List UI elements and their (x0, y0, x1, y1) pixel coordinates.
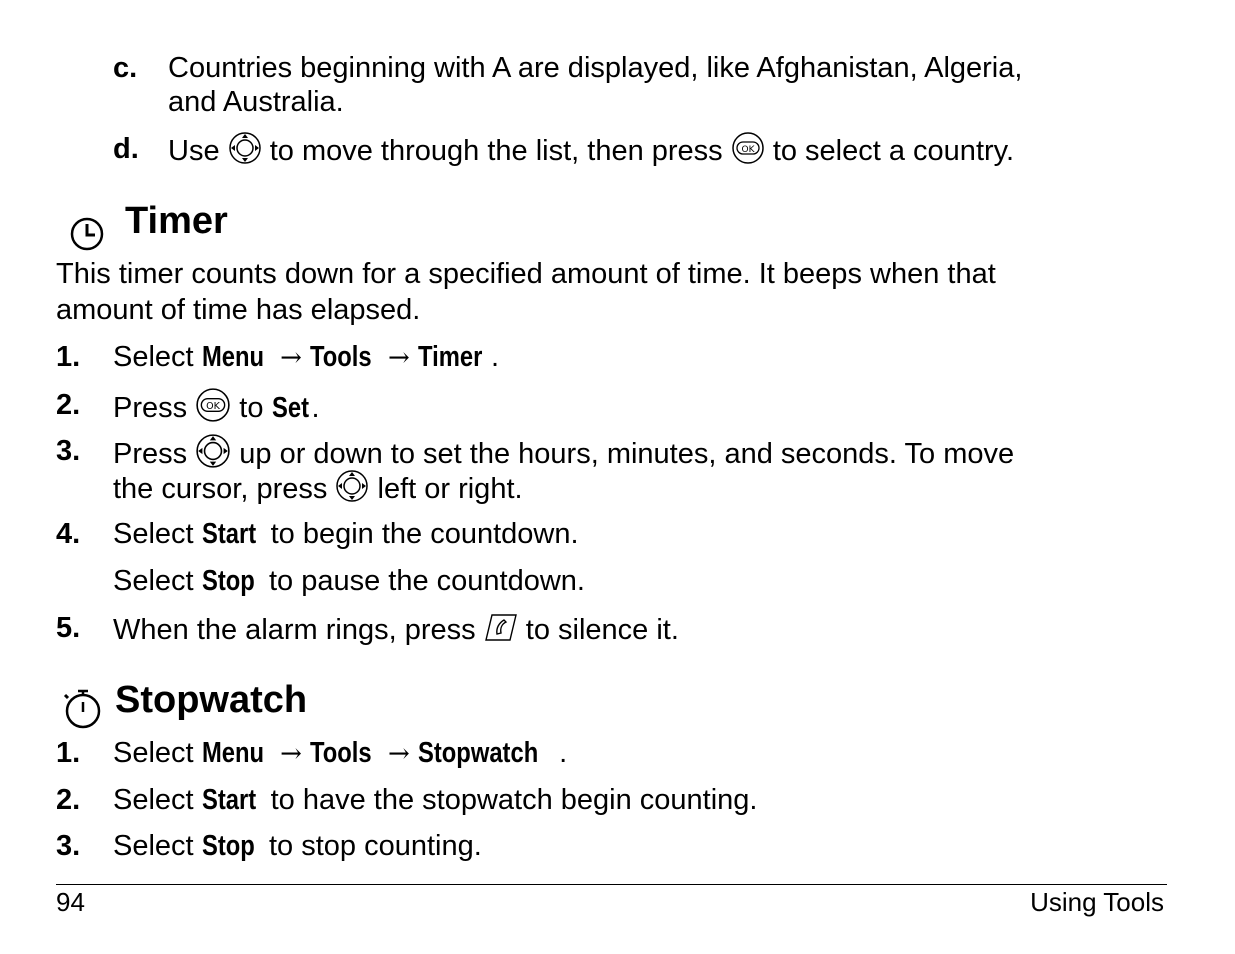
timer-icon (68, 215, 106, 258)
svg-text:OK: OK (206, 401, 221, 413)
timer-step-4 (113, 516, 579, 552)
menu-command: Menu (201, 737, 264, 769)
stopwatch-step-3-text-2: to stop counting. (268, 830, 482, 862)
step-label-c: c. (113, 52, 138, 84)
stopwatch-step-2-text-2: to have the stopwatch begin counting. (270, 784, 758, 816)
navigation-key-icon (335, 469, 369, 512)
timer-heading: Timer (125, 200, 228, 242)
stop-command: Stop (201, 565, 255, 597)
timer-step-4-text-2: to begin the countdown. (270, 518, 579, 550)
footer-divider (56, 884, 1167, 885)
timer-step-2-text: Press (113, 392, 188, 425)
timer-step-4-sub-text: Select (113, 565, 194, 597)
start-command: Start (201, 784, 256, 816)
arrow: → (387, 739, 410, 769)
period: . (559, 737, 568, 769)
stopwatch-step-3-text: Select (113, 830, 194, 862)
stopwatch-step-3-number: 3. (56, 830, 81, 862)
stopwatch-step-1-number: 1. (56, 737, 81, 769)
timer-step-5-number: 5. (56, 612, 81, 644)
end-key-icon (484, 610, 518, 653)
timer-command: Timer (417, 341, 483, 373)
arrow: → (280, 343, 302, 373)
stopwatch-command: Stopwatch (417, 737, 538, 769)
timer-step-4-text: Select (113, 518, 194, 550)
tools-command: Tools (309, 341, 372, 373)
step-label-d: d. (113, 133, 139, 165)
stopwatch-step-2 (113, 782, 758, 818)
footer-section-title: Using Tools (1030, 887, 1164, 917)
timer-intro-line1: This timer counts down for a specified amount of time. It beeps when that (56, 258, 996, 290)
arrow: → (280, 739, 302, 769)
set-command: Set (271, 392, 309, 425)
step-d-text-2: to move through the list, then press (269, 135, 723, 168)
step-d-text-1: Use (168, 135, 220, 168)
stopwatch-icon (60, 686, 104, 735)
timer-step-5-text: When the alarm rings, press (113, 614, 476, 647)
timer-step-3-number: 3. (56, 435, 81, 467)
menu-command: Menu (201, 341, 264, 373)
ok-key-icon (195, 387, 231, 432)
timer-intro-line2: amount of time has elapsed. (56, 294, 421, 326)
timer-step-4-sub-text-2: to pause the countdown. (268, 565, 585, 597)
timer-step-3-text: Press (113, 438, 188, 471)
timer-step-2-to: to (239, 392, 264, 425)
timer-step-4-number: 4. (56, 518, 81, 550)
navigation-key-icon (228, 131, 262, 174)
step-d-text (168, 131, 1014, 174)
timer-step-3-text-3: the cursor, press (113, 473, 328, 506)
stopwatch-step-1-text: Select (113, 737, 194, 769)
timer-step-1-number: 1. (56, 341, 81, 373)
timer-step-3-line2 (113, 469, 523, 512)
stopwatch-step-2-text: Select (113, 784, 194, 816)
svg-text:OK: OK (741, 145, 755, 155)
start-command: Start (201, 518, 256, 550)
step-c-line1: Countries beginning with A are displayed, like Afghanistan, Algeria, (168, 52, 1023, 84)
step-c-line2: and Australia. (168, 86, 344, 118)
stopwatch-step-3 (113, 828, 482, 864)
stop-command: Stop (201, 830, 255, 862)
timer-step-3-text-2: up or down to set the hours, minutes, and seconds. To move (239, 438, 1015, 471)
timer-step-1 (113, 339, 499, 376)
ok-key-icon (731, 131, 765, 174)
timer-step-5-text-2: to silence it. (525, 614, 679, 647)
period: . (311, 392, 320, 425)
stopwatch-heading: Stopwatch (115, 679, 308, 721)
stopwatch-step-1 (113, 735, 567, 772)
timer-step-2 (113, 387, 320, 432)
arrow: → (387, 343, 410, 373)
timer-step-1-text: Select (113, 341, 194, 373)
timer-step-4-sub (113, 563, 585, 599)
period: . (490, 341, 500, 373)
tools-command: Tools (309, 737, 372, 769)
timer-step-2-number: 2. (56, 389, 81, 421)
page-number: 94 (56, 887, 85, 917)
stopwatch-step-2-number: 2. (56, 784, 81, 816)
timer-step-5 (113, 610, 679, 653)
timer-step-3-text-4: left or right. (377, 473, 523, 506)
step-d-text-3: to select a country. (772, 135, 1015, 168)
